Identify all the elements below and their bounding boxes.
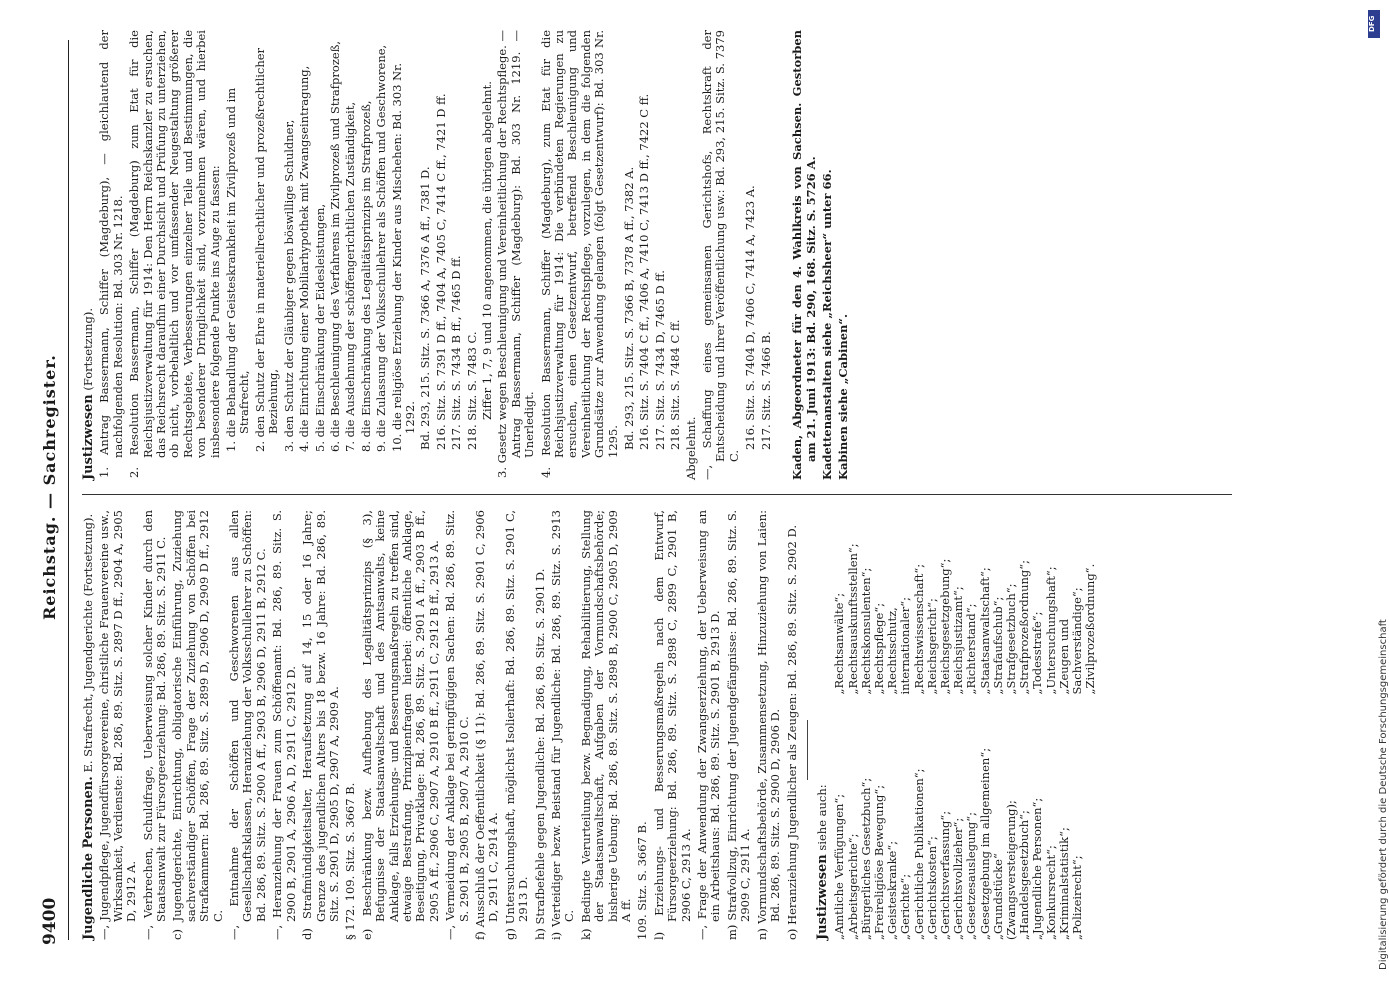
seealso-item: „Bürgerliches Gesetzbuch“; — [858, 777, 873, 940]
item-4-text: Resolution Bassermann, Schiffer (Magdeburg), zum Etat für die Reichsjustizverwaltung für 1914: Die verbündeten Regierungen zu ersuchen, einen Gesetzentwurf, betreffend Beschleunigung und Vereinheitlichung der Rechtspflege, vorzulegen, in dem die folgenden Grundsätze zur Anwendung gelangen (folgt Gesetzentwurf): Bd. 303 Nr. 1295. — [538, 30, 620, 458]
section-title: Jugendliche Personen. — [81, 776, 96, 940]
seealso-item: „Gerichtliche Publikationen“; — [911, 768, 926, 940]
resolution-subitem: 3. den Schutz der Gläubiger gegen böswillige Schuldner, — [281, 119, 296, 452]
seealso-item: „Rechtspflege“; — [871, 602, 886, 695]
seealso-item: „Staatsanwaltschaft“; — [977, 567, 992, 695]
seealso-item: „Freireligiöse Bewegung“; — [871, 784, 886, 940]
seealso-item: „Rechtskonsulenten“; — [858, 567, 873, 695]
index-entry: § 172. 109. Sitz. S. 3667 B. — [343, 782, 358, 940]
resolution-item — [97, 30, 125, 478]
index-entry: c) Jugendgerichte, Einrichtung, obligatorische Einführung, Zuziehung sachverständiger Schöffen, Frage der Zuziehung von Schöffen bei Strafkammern: Bd. 286, 89. Sitz. S. 2899 D, 2906 D, 2909 D ff., 2912 C. — [170, 510, 225, 940]
seealso-item: „Strafaufschub“; — [990, 596, 1005, 695]
reference-line: 216. Sitz. S. 7404 D, 7406 C, 7414 A, 7423 A. — [743, 185, 758, 450]
index-entry: i) Verteidiger bezw. Beistand für Jugendliche: Bd. 286, 89. Sitz. S. 2913 C. — [549, 510, 577, 940]
seealso-item: „Reichsgericht“; — [924, 598, 939, 695]
item-3 — [495, 30, 537, 478]
seealso-item: „Gerichtsverfassung“; — [937, 810, 952, 940]
page-number: 9400 — [40, 897, 60, 945]
references-b — [623, 30, 683, 480]
seealso-lists — [833, 510, 1097, 940]
index-entry: l) Erziehungs- und Besserungsmaßregeln nach dem Entwurf, Fürsorgeerziehung: Bd. 286, 89. Sitz. S. 2898 C, 2899 C, 2901 B, 2906 C, 2913 A. — [651, 510, 693, 940]
seealso-item: „Kriminalstatistik“; — [1056, 827, 1071, 940]
item-3-num: 3. — [495, 467, 510, 478]
item-3-text: Gesetz wegen Beschleunigung und Vereinheitlichung der Rechtspflege. — Antrag Bassermann, Schiffer (Magdeburg): Bd. 303 Nr. 1219. — Unerledigt. — [495, 30, 537, 464]
index-entry: m) Strafvollzug, Einrichtung der Jugendgefängnisse: Bd. 286, 89. Sitz. S. 2909 C, 2911 A. — [724, 510, 753, 940]
schaffung-entry: —, Schaffung eines gemeinsamen Gerichtshofs, Rechtskraft der Entscheidung und ihrer Veröffentlichung usw.: Bd. 293, 215. Sitz. S. 7379 C. — [700, 30, 741, 480]
column-divider — [82, 494, 1232, 495]
right-section-title: Justizwesen — [81, 394, 96, 480]
index-entry: e) Beschränkung bezw. Aufhebung des Legalitätsprinzips (§ 3), Befugnisse der Staatsanwaltschaft und des Amtsanwalts, keine Anklage, falls Erziehungs- und Besserungsmaßregeln zu treffen sind, etwaige Bestrafung, Prinzipienfragen hierbei: öffentliche Anklage, Beseitigung, Privatklage: Bd. 286, 89. Sitz. S. 2901 A ff., 2903 B ff., 2905 A ff., 2906 C, 2907 A, 2910 B ff., 2911 C, 2912 B ff., 2913 A. — [359, 510, 441, 940]
seealso-item: „Rechtsauskunftsstellen“; — [845, 543, 860, 695]
seealso-item: „Grundstücke“ (Zwangsversteigerung); — [990, 800, 1018, 940]
reference-line: 217. Sitz. S. 7434 D, 7465 D ff. — [652, 270, 667, 450]
item-text: Antrag Bassermann, Schiffer (Magdeburg), — gleichlautend der nachfolgenden Resolution: Bd. 303 Nr. 1218. — [97, 30, 125, 458]
section-heading — [82, 510, 95, 940]
item-number: 1. — [97, 454, 112, 478]
seealso-item: „Gesetzgebung im allgemeinen“; — [977, 747, 992, 940]
seealso-item: „Arbeitsgerichte“; — [845, 833, 860, 940]
seealso-item: „Amtliche Verfügungen“; — [832, 793, 847, 940]
seealso-item: „Polizeirecht“; — [1069, 855, 1084, 940]
seealso-item: „Strafgesetzbuch“; — [1003, 583, 1018, 695]
seealso-item: „Zeugen und Sachverständige“; — [1056, 587, 1084, 695]
seealso-intro: siehe auch: — [814, 784, 829, 851]
reference-line: 216. Sitz. S. 7391 D ff., 7404 A, 7405 C, 7414 C ff., 7421 D ff. — [433, 93, 448, 450]
index-entry: k) Bedingte Verurteilung bezw. Begnadigung, Rehabilitierung, Stellung der Staatsanwaltschaft, Aufgaben der Vormundschaftsbehörde; bisherige Uebung: Bd. 286, 89. Sitz. S. 2898 B, 2900 C, 2905 D, 2909 A ff. — [578, 510, 634, 940]
index-entry: —, Frage der Anwendung der Zwangserziehung, der Ueberweisung an ein Arbeitshaus: Bd. 286, 89. Sitz. S. 2901 B, 2913 D. — [695, 510, 723, 940]
header-rule — [68, 40, 69, 940]
seealso-list-1 — [833, 714, 1097, 940]
seealso-item: „Reichsgesetzgebung“; — [937, 558, 952, 695]
seealso-item: „Rechtswissenschaft“; — [911, 563, 926, 695]
kabinen-entry: Kabinen siehe „Cabinen“. — [836, 313, 851, 480]
running-head: Reichstag. — Sachregister. — [40, 354, 59, 620]
seealso-item: „Zivilprozeßordnung“. — [1083, 563, 1098, 695]
abgelehnt-note: Abgelehnt. — [683, 416, 698, 480]
seealso-item: „Todesstrafe“; — [1030, 611, 1045, 695]
kaden-entry: Kaden, Abgeordneter für den 4. Wahlkreis von Sachsen. Gestorben am 21. Juni 1913: Bd. 290, 168. Sitz. S. 5726 A. — [790, 30, 818, 480]
seealso-item: „Strafprozeßordnung“; — [1017, 559, 1032, 695]
right-section-title-cont: (Fortsetzung). — [81, 307, 95, 391]
index-entry: —, Verbrechen, Schuldfrage, Ueberweisung solcher Kinder durch den Staatsanwalt zur Fürsorgeerziehung: Bd. 286, 89. Sitz. S. 2911 C. — [140, 510, 169, 940]
seealso-item: „Konkursrecht“; — [1043, 845, 1058, 940]
seealso-item: „Gesetzesauslegung“; — [964, 812, 979, 940]
index-entry: —, Heranziehung der Frauen zum Schöffenamt: Bd. 286, 89. Sitz. S. 2900 B, 2901 A, 2906 A, D, 2911 C, 2912 D. — [270, 510, 298, 940]
index-entry: —, Jugendpflege, Jugendfürsorgevereine, christliche Frauenvereine usw., Wirksamkeit, Verdienste: Bd. 286, 89. Sitz. S. 2897 D ff., 2904 A, 2905 D, 2912 A. — [97, 510, 139, 940]
left-entries-list — [98, 510, 799, 940]
resolution-subitem: 5. die Einschränkung der Eidesleistungen, — [312, 203, 327, 452]
resolution-subitem: 8. die Einschränkung des Legalitätsprinzips im Strafprozeß, — [358, 100, 373, 452]
seealso-item: „Handelsgesetzbuch“; — [1017, 810, 1032, 940]
seealso-title: Justizwesen — [814, 854, 830, 940]
item-4 — [538, 30, 620, 478]
seealso-item: „Gerichte“; — [898, 873, 913, 940]
seealso-heading — [816, 510, 829, 940]
index-entry: —, Vermeidung der Anklage bei geringfügigen Sachen: Bd. 286, 89. Sitz. S. 2901 B, 2905 B, 2907 A, 2910 C. — [443, 510, 471, 940]
seealso-list-2 — [833, 510, 1097, 694]
index-entry: f) Ausschluß der Oeffentlichkeit (§ 11): Bd. 286, 89. Sitz. S. 2901 C, 2906 D, 2911 C, 2914 A. — [472, 510, 501, 940]
index-entry: —, Entnahme der Schöffen und Geschworenen aus allen Gesellschaftsklassen, Heranziehung der Volksschullehrer zu Schöffen: Bd. 286, 89. Sitz. S. 2900 A ff., 2903 B, 2906 D, 2911 B, 2912 C. — [227, 510, 268, 940]
index-entry: h) Strafbefehle gegen Jugendliche: Bd. 286, 89. Sitz. S. 2901 D. — [532, 568, 547, 940]
item-number: 2. — [127, 455, 142, 478]
seealso-item: „Rechtsanwälte“; — [832, 592, 847, 695]
reference-line: 218. Sitz. S. 7483 C. — [464, 331, 479, 450]
left-column — [82, 510, 1097, 940]
digitization-credit — [1365, 10, 1389, 970]
spacer — [775, 30, 791, 480]
resolution-subitem: 4. die Einrichtung einer Mobiliarhypothek mit Zwangseintragung, — [297, 65, 312, 452]
resolution-subitem: 10. die religiöse Erziehung der Kinder aus Mischehen: Bd. 303 Nr. 1292. — [389, 62, 417, 452]
item-text: Resolution Bassermann, Schiffer (Magdeburg) zum Etat für die Reichsjustizverwaltung für 1914: Den Herrn Reichskanzler zu ersuchen, das Reichsrecht daraufhin einer Durchsicht und Prüfung zu unterziehen, ob nicht, vorbehaltlich und vor umfassender Neugestaltung größerer Rechtsgebiete, Verbesserungen einzelner Teile und Bestimmungen, die von besonderer Dringlichkeit sind, vorzunehmen wären, und hierbei insbesondere folgende Punkte ins Auge zu fassen: — [127, 30, 222, 458]
right-column — [82, 30, 854, 480]
references-a — [419, 30, 479, 480]
index-entry: n) Vormundschaftsbehörde, Zusammensetzung, Hinzuziehung von Laien: Bd. 286, 89. Sitz. S. 2900 D, 2906 D. — [754, 510, 783, 940]
reference-line: Bd. 293, 215. Sitz. S. 7366 A, 7376 A ff., 7381 D. — [418, 166, 433, 450]
seealso-item: „Untersuchungshaft“; — [1043, 566, 1058, 695]
seealso-item: „Gerichtsvollzieher“; — [951, 817, 966, 940]
item-4-num: 4. — [538, 467, 553, 478]
references-c — [744, 30, 773, 480]
reference-line: 217. Sitz. S. 7466 B. — [758, 331, 773, 450]
index-entry: 109. Sitz. S. 3667 B. — [635, 821, 650, 940]
resolution-subitems — [225, 30, 417, 480]
resolution-subitem: 9. die Zulassung der Volksschullehrer als Schöffen und Geschworene, — [374, 44, 389, 452]
seealso-item: „Richterstand“; — [964, 603, 979, 695]
reference-line: 217. Sitz. S. 7434 B ff., 7465 D ff. — [449, 255, 464, 450]
kadettenanstalten-entry: Kadettenanstalten siehe „Reichsheer“ unter 66. — [819, 169, 834, 480]
resolution-item — [127, 30, 222, 478]
reference-line: 218. Sitz. S. 7484 C ff. — [668, 319, 683, 450]
seealso-item: „Reichsjustizamt“; — [951, 586, 966, 695]
seealso-item: „Rechtsschutz, internationaler“; — [885, 596, 913, 695]
ziffer-note: Ziffer 1, 7, 9 und 10 angenommen, die übrigen abgelehnt. — [479, 81, 494, 420]
index-entry: g) Untersuchungshaft, möglichst Isolierhaft: Bd. 286, 89. Sitz. S. 2901 C, 2913 D. — [502, 510, 531, 940]
reference-line: Bd. 293, 215. Sitz. S. 7366 B, 7378 A ff., 7382 A. — [622, 166, 637, 450]
section-title-cont: E. Strafrecht, Jugendgerichte (Fortsetzung). — [81, 513, 95, 773]
reference-line: 216. Sitz. S. 7404 C ff., 7406 A, 7410 C, 7413 D ff., 7422 C ff. — [637, 93, 652, 450]
resolution-subitem: 7. die Ausdehnung der schöffengerichtlichen Zuständigkeit, — [343, 101, 358, 452]
section-divider — [807, 720, 808, 780]
resolution-subitem: 1. die Behandlung der Geisteskrankheit im Zivilprozeß und im Strafrecht, — [224, 87, 252, 452]
index-entry: d) Strafmündigkeitsalter, Heraufsetzung auf 14, 15 oder 16 Jahre; Grenze des jugendlichen Alters bis 18 bezw. 16 Jahre: Bd. 286, 89. Sitz. S. 2901 D, 2905 D, 2907 A, 2909 A. — [300, 510, 341, 940]
resolution-items — [98, 30, 222, 480]
seealso-item: „Gerichtskosten“; — [924, 836, 939, 940]
seealso-item: „Geisteskranke“; — [885, 840, 900, 940]
index-entry: o) Heranziehung Jugendlicher als Zeugen: Bd. 286, 89. Sitz. S. 2902 D. — [784, 525, 799, 940]
dfg-logo: DFG — [1368, 10, 1380, 38]
resolution-subitem: 2. den Schutz der Ehre in materiellrechtlicher und prozeßrechtlicher Beziehung, — [252, 47, 281, 452]
right-section-heading — [82, 30, 95, 480]
resolution-subitem: 6. die Beschleunigung des Verfahrens im Zivilprozeß und Strafprozeß, — [327, 40, 342, 452]
digitization-credit-text: Digitalisierung gefördert durch die Deutsche Forschungsgemeinschaft — [1378, 619, 1389, 970]
seealso-item: „Jugendliche Personen“; — [1030, 797, 1045, 940]
